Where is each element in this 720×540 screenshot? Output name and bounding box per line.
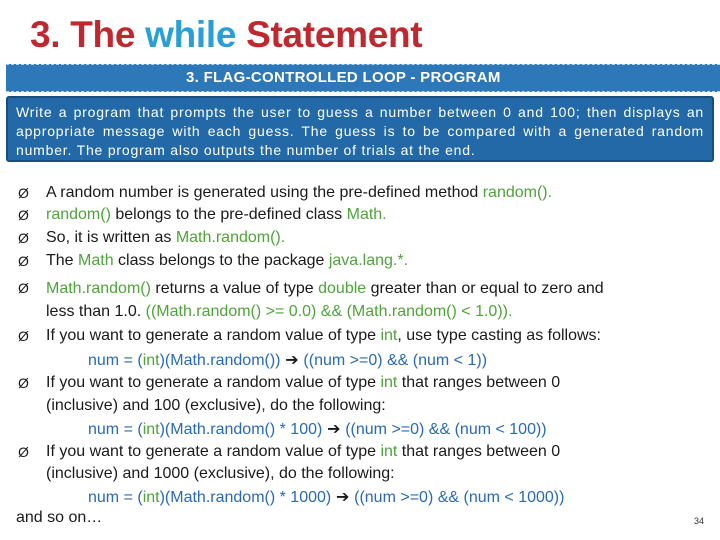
bullet-arrowhead-icon: Ø — [18, 328, 29, 344]
bullet-line-8-cont: (inclusive) and 1000 (exclusive), do the following: — [46, 465, 395, 482]
bullet-line-4: The Math class belongs to the package java.lang.*. — [46, 252, 409, 269]
bullet-line-7-cont: (inclusive) and 100 (exclusive), do the following: — [46, 397, 386, 414]
bullet-arrowhead-icon: Ø — [18, 185, 29, 201]
code-line-cast-1: num = (int)(Math.random()) ➔ ((num >=0) && (num < 1)) — [88, 352, 488, 369]
bullet-line-8: If you want to generate a random value of type int that ranges between 0 — [46, 443, 561, 460]
bullet-arrowhead-icon: Ø — [18, 230, 29, 246]
bullet-line-5-cont: less than 1.0. ((Math.random() >= 0.0) && (Math.random() < 1.0)). — [46, 303, 513, 320]
right-arrow-icon: ➔ — [327, 421, 341, 438]
bullet-arrowhead-icon: Ø — [18, 444, 29, 460]
banner-text: 3. FLAG-CONTROLLED LOOP - PROGRAM — [186, 69, 501, 86]
bullet-arrowhead-icon: Ø — [18, 280, 29, 296]
right-arrow-icon: ➔ — [335, 489, 350, 506]
bullet-line-5: Math.random() returns a value of type double greater than or equal to zero and — [46, 280, 604, 297]
bullet-line-3: So, it is written as Math.random(). — [46, 229, 286, 246]
title-keyword: while — [145, 14, 237, 55]
bullet-line-6: If you want to generate a random value of type int, use type casting as follows: — [46, 327, 601, 344]
title-part-3: Statement — [246, 14, 423, 55]
bullet-line-2: random() belongs to the pre-defined class Math. — [46, 206, 387, 223]
bullet-arrowhead-icon: Ø — [18, 207, 29, 223]
code-line-cast-100: num = (int)(Math.random() * 100) ➔ ((num >=0) && (num < 100)) — [88, 421, 547, 438]
right-arrow-icon: ➔ — [285, 352, 299, 369]
title-part-1: 3. The — [30, 14, 136, 55]
bullet-line-1: A random number is generated using the pre-defined method random(). — [46, 184, 553, 201]
code-line-cast-1000: num = (int)(Math.random() * 1000) ➔ ((num >=0) && (num < 1000)) — [88, 489, 565, 506]
bullet-arrowhead-icon: Ø — [18, 253, 29, 269]
bullet-line-7: If you want to generate a random value of type int that ranges between 0 — [46, 374, 561, 391]
bullet-arrowhead-icon: Ø — [18, 375, 29, 391]
problem-statement-box: Write a program that prompts the user to guess a number between 0 and 100; then displays an appropriate message with each guess. The guess is to be compared with a generated random number. The program also outputs the number of trials at the end. — [6, 96, 714, 162]
page-number: 34 — [693, 516, 704, 526]
closing-line: and so on… — [16, 509, 103, 526]
